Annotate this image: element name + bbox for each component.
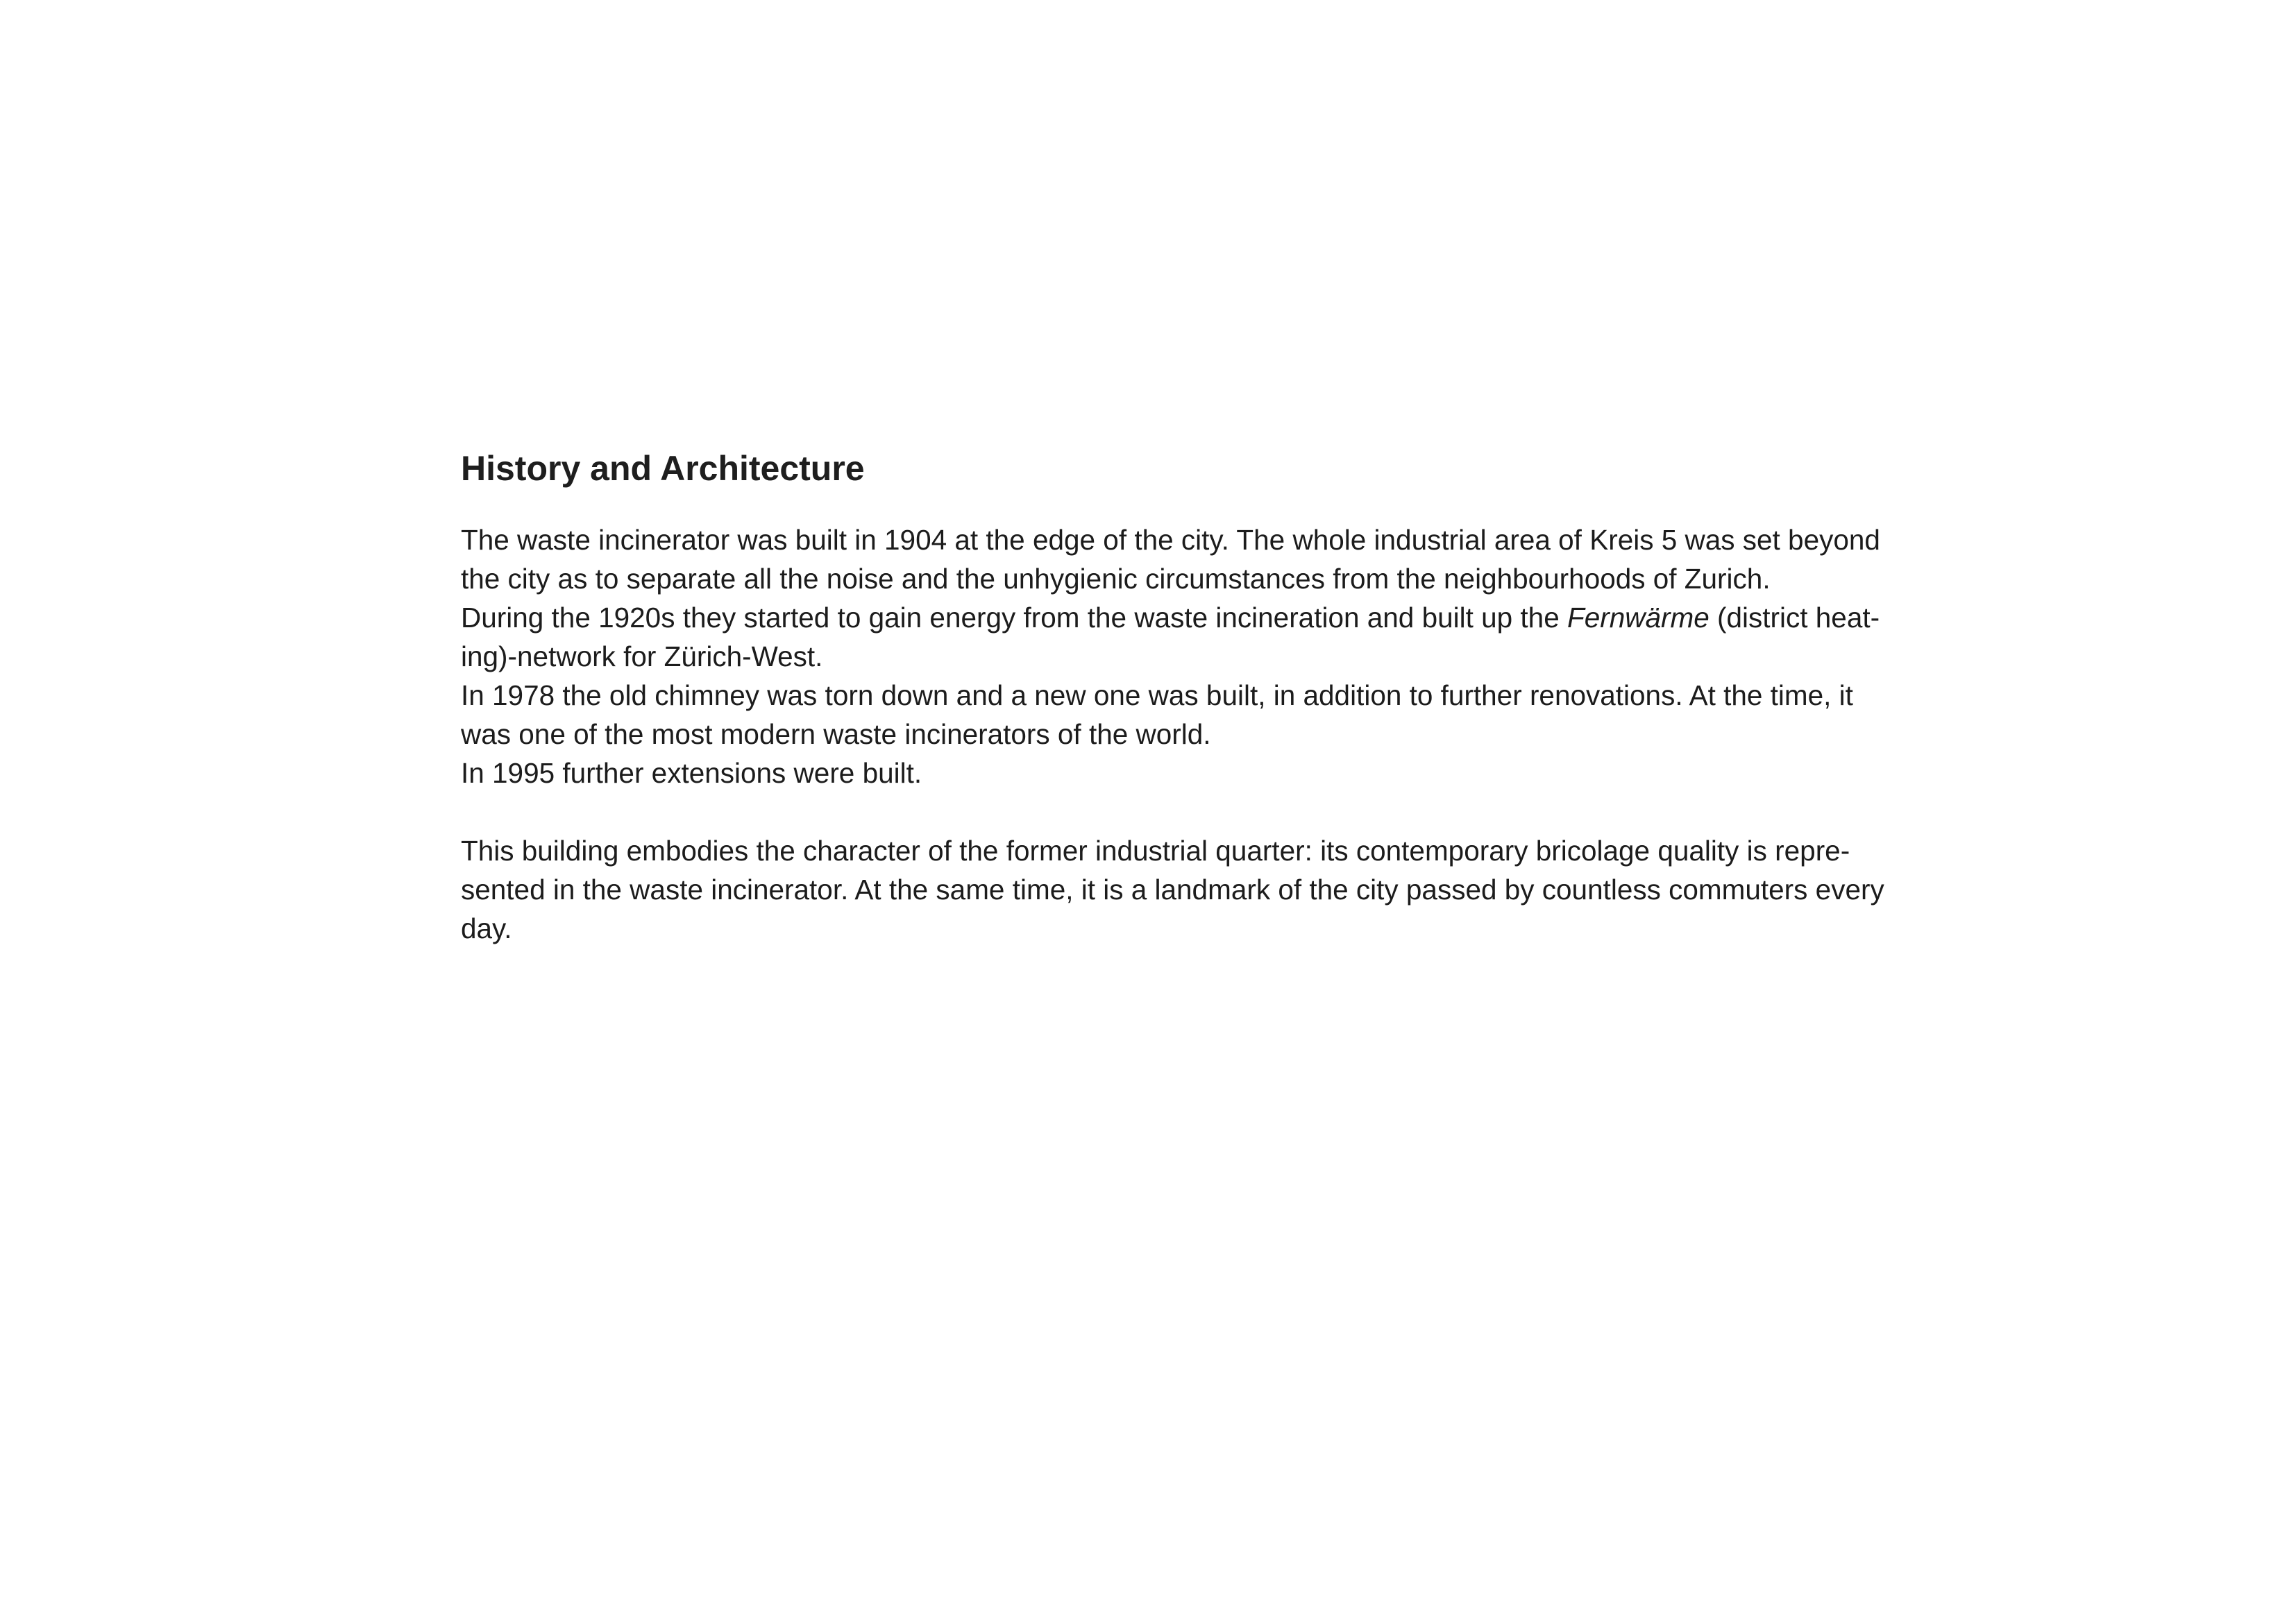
text-line: day. [461,912,512,944]
section-heading: History and Architecture [461,449,865,488]
text-line: was one of the most modern waste incinerators of the world. [461,718,1211,750]
document-body [461,444,1884,948]
text-line: This building embodies the character of the former industrial quarter: its contemporary bricolage quality is repre- [461,835,1850,867]
text-line: the city as to separate all the noise and the unhygienic circumstances from the neighbourhoods of Zurich. [461,563,1771,595]
text-line: In 1978 the old chimney was torn down and a new one was built, in addition to further renovations. At the time, it [461,679,1853,711]
text-line: sented in the waste incinerator. At the same time, it is a landmark of the city passed by countless commuters every [461,874,1884,906]
text-line: The waste incinerator was built in 1904 at the edge of the city. The whole industrial area of Kreis 5 was set beyond [461,524,1880,556]
text-span: During the 1920s they started to gain energy from the waste incineration and built up the [461,602,1567,634]
paragraph-spacer [461,792,1863,831]
paragraph-history [461,520,1880,792]
text-span: (district heat- [1709,602,1880,634]
italic-term: Fernwärme [1567,602,1710,634]
paragraph-character [461,831,1884,948]
text-line: ing)-network for Zürich-West. [461,640,823,672]
text-line: In 1995 further extensions were built. [461,757,922,789]
text-line [461,598,1880,637]
